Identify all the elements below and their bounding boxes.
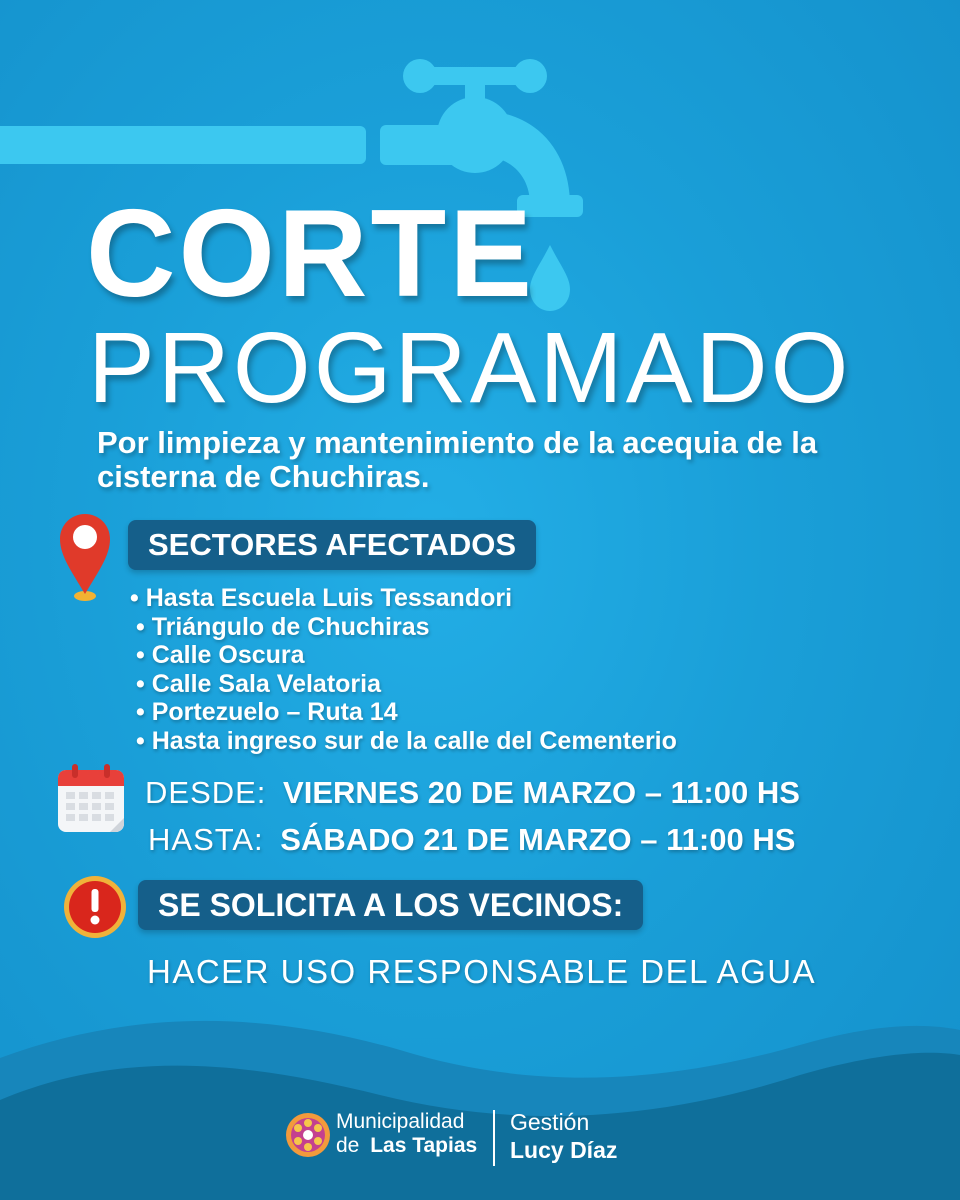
municipality-line2-prefix: de [336, 1134, 360, 1157]
calendar-icon [56, 762, 126, 834]
municipality-name [336, 1110, 477, 1158]
desde-label: DESDE: [145, 775, 267, 810]
municipality-line2-name: Las Tapias [370, 1134, 478, 1157]
vecinos-heading: SE SOLICITA A LOS VECINOS: [138, 880, 643, 930]
title-corte: CORTE [86, 185, 535, 323]
list-item: • Triángulo de Chuchiras [136, 612, 430, 641]
water-pipe [0, 126, 366, 164]
gestion-credit [510, 1108, 617, 1164]
title-programado: PROGRAMADO [88, 312, 852, 424]
list-item: • Calle Oscura [136, 641, 305, 669]
list-item: • Hasta Escuela Luis Tessandori [130, 584, 513, 612]
hasta-value: SÁBADO 21 DE MARZO – 11:00 HS [280, 822, 796, 857]
municipality-line1: Municipalidad [336, 1110, 465, 1133]
alert-icon [62, 874, 128, 940]
list-item: • Calle Sala Velatoria [136, 669, 381, 698]
location-pin-icon [58, 512, 112, 604]
list-item: • Hasta ingreso sur de la calle del Cementerio [136, 726, 677, 755]
footer-divider [493, 1110, 495, 1166]
responsible-use-message: HACER USO RESPONSABLE DEL AGUA [147, 953, 817, 990]
municipality-logo-icon [285, 1112, 331, 1158]
hasta-label: HASTA: [148, 822, 264, 857]
hasta-row [148, 822, 795, 858]
gestion-line2: Lucy Díaz [510, 1137, 618, 1163]
gestion-line1: Gestión [510, 1109, 590, 1135]
desde-row [145, 775, 800, 811]
desde-value: VIERNES 20 DE MARZO – 11:00 HS [283, 775, 800, 810]
water-drop-icon [530, 245, 570, 311]
sectores-heading: SECTORES AFECTADOS [128, 520, 536, 570]
subtitle: Por limpieza y mantenimiento de la acequia de la cisterna de Chuchiras. [97, 425, 818, 494]
sectores-list [130, 584, 677, 755]
list-item: • Portezuelo – Ruta 14 [136, 698, 398, 726]
